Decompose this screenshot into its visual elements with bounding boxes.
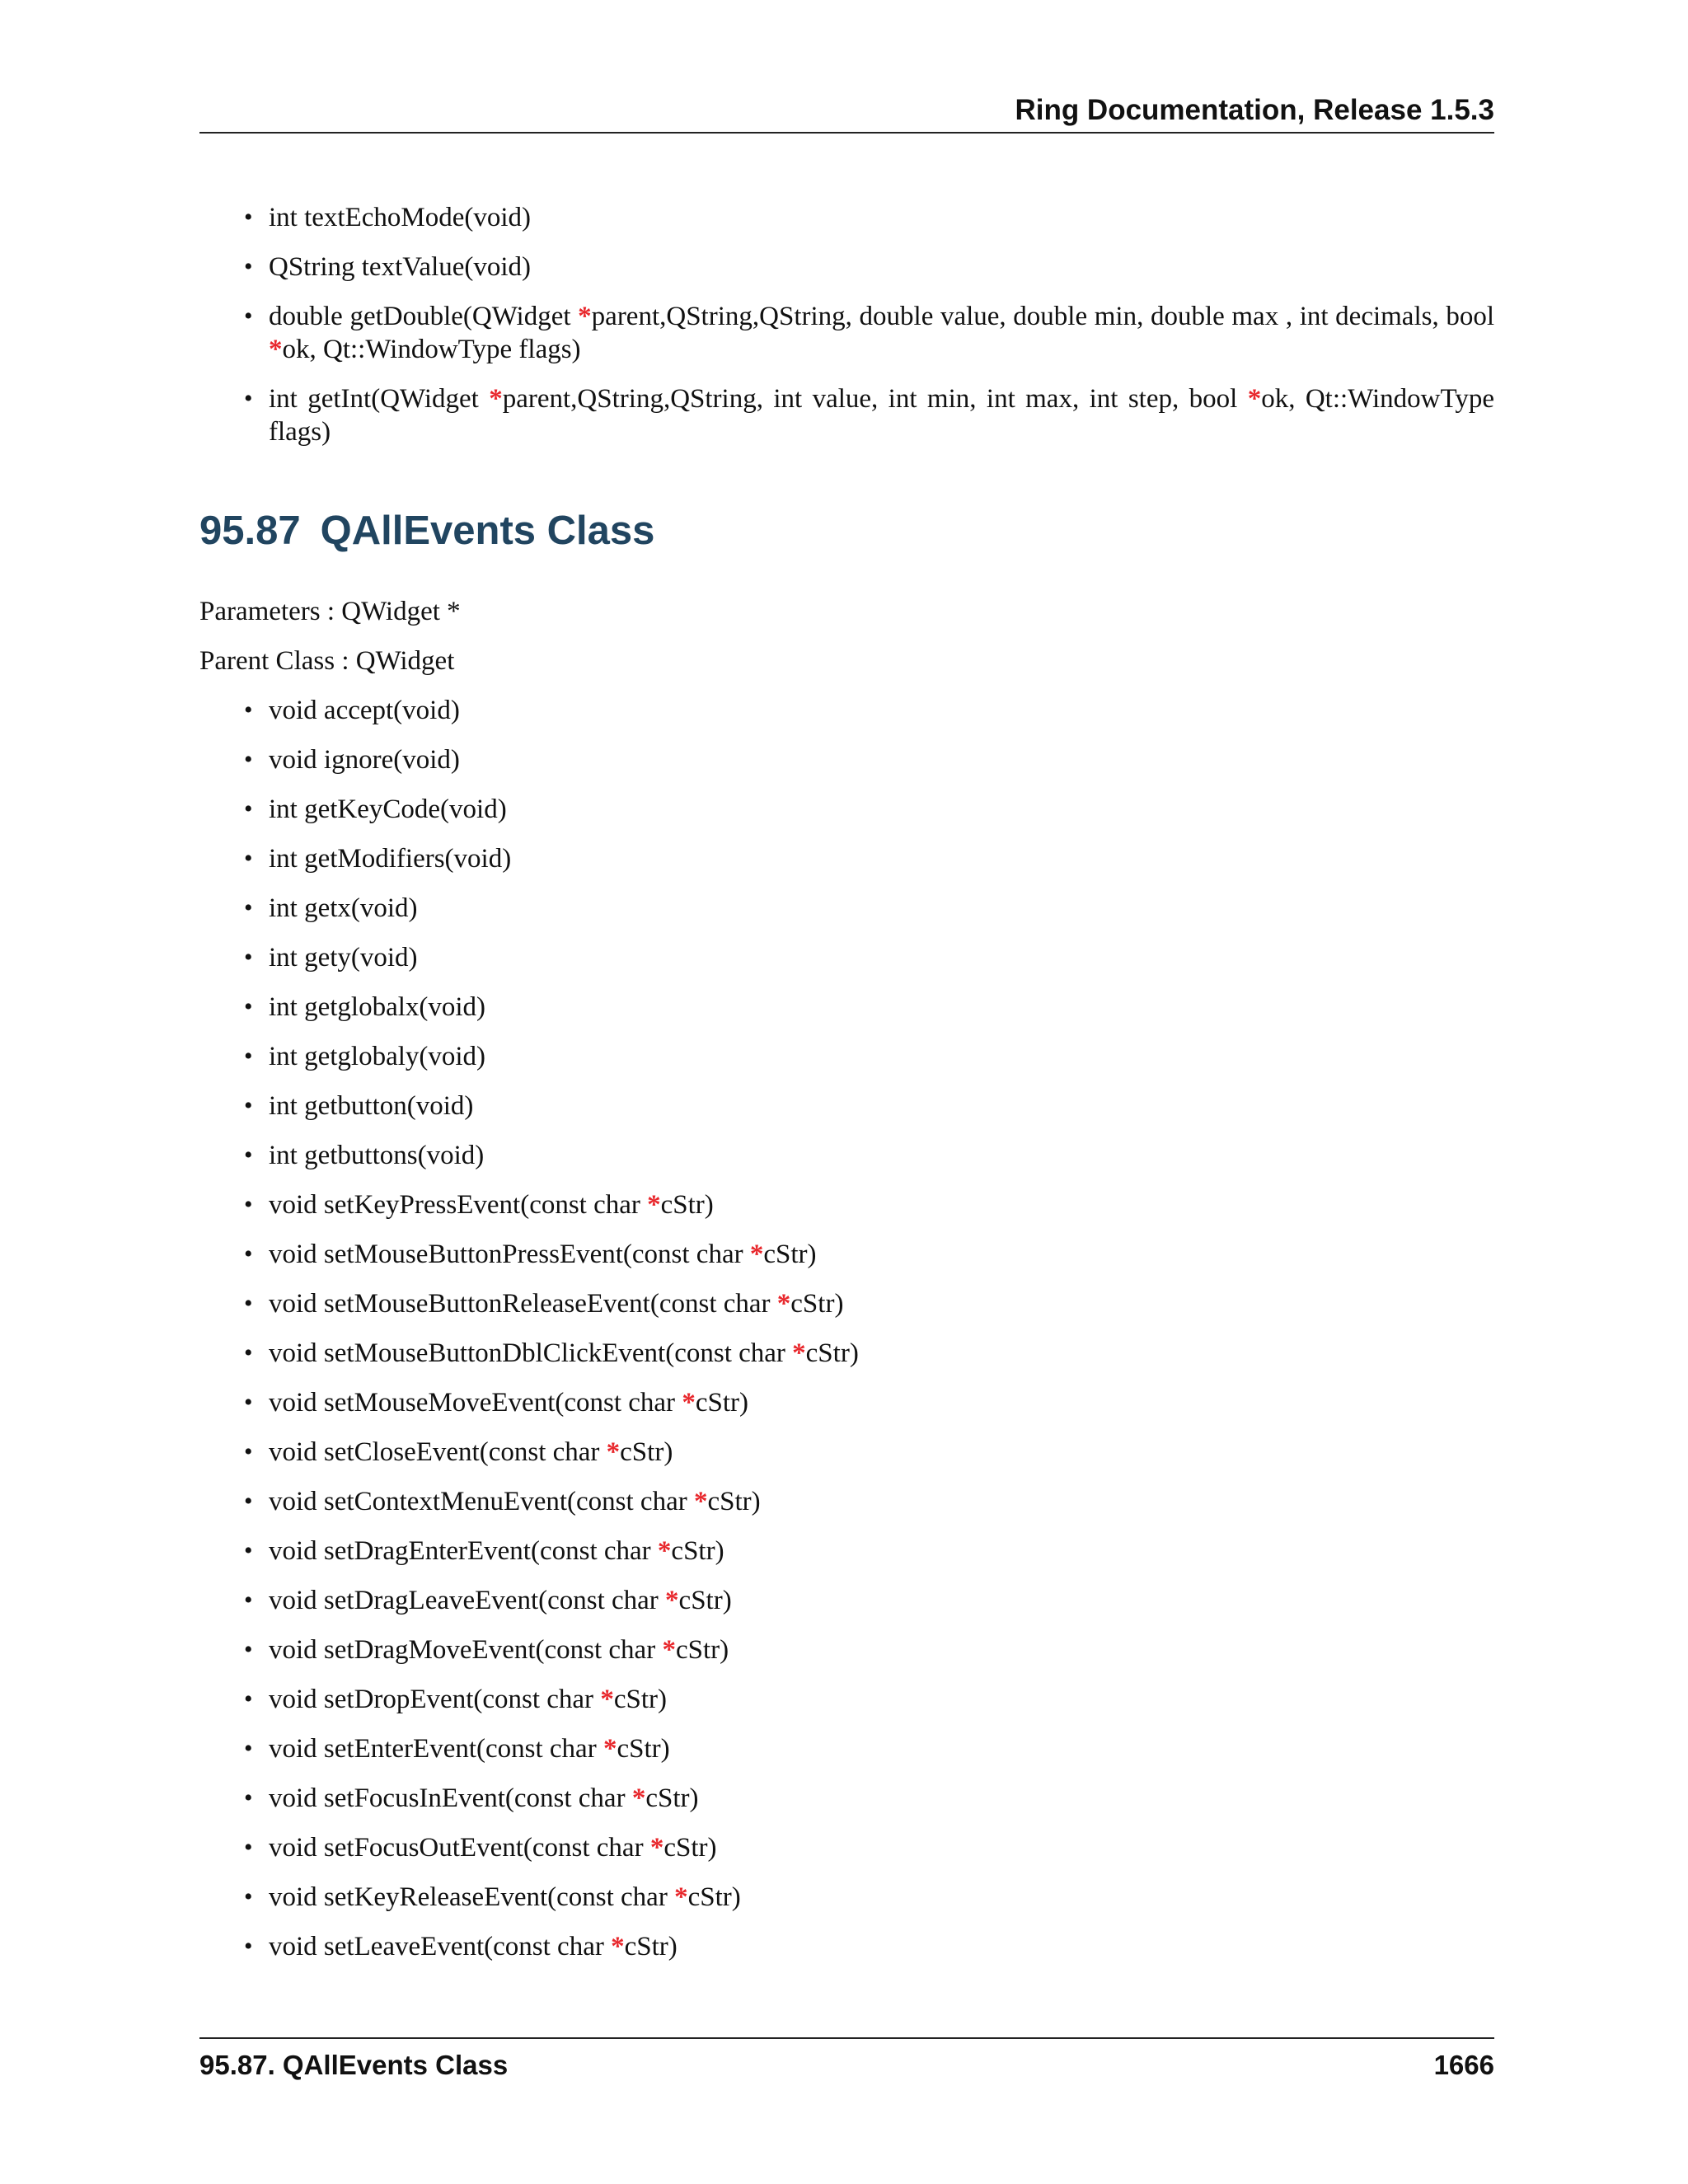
list-item (269, 1881, 1494, 1914)
pointer-star: * (657, 1536, 672, 1566)
list-item (269, 251, 1494, 284)
parameters-line: Parameters : QWidget * (199, 597, 461, 626)
item-text: void setMouseButtonDblClickEvent(const char (269, 1338, 793, 1368)
item-text: ok, Qt::WindowType flags) (282, 335, 581, 364)
item-text: void setMouseButtonPressEvent(const char (269, 1240, 750, 1269)
item-text: QString textValue(void) (269, 252, 532, 282)
item-text: cStr) (663, 1833, 717, 1863)
item-text: int getbutton(void) (269, 1091, 474, 1121)
pointer-star: * (693, 1487, 708, 1516)
pointer-star: * (600, 1685, 614, 1714)
list-item (269, 1732, 1494, 1765)
item-text: int getglobaly(void) (269, 1042, 486, 1071)
item-text: void setDragMoveEvent(const char (269, 1635, 663, 1665)
pointer-star: * (749, 1240, 764, 1269)
pointer-star: * (578, 302, 592, 331)
pointer-star: * (649, 1833, 664, 1863)
item-text: void setLeaveEvent(const char (269, 1932, 612, 1961)
item-text: cStr) (617, 1734, 670, 1764)
item-text: parent,QString,QString, int value, int min, int max, int step, bool (502, 384, 1248, 414)
list-item (269, 382, 1494, 448)
list-item (269, 1090, 1494, 1122)
item-text: void setEnterEvent(const char (269, 1734, 603, 1764)
item-text: void setDragEnterEvent(const char (269, 1536, 658, 1566)
footer-section-name: 95.87. QAllEvents Class (199, 2050, 509, 2080)
list-item (269, 1188, 1494, 1221)
pointer-star: * (1247, 384, 1262, 414)
item-text: cStr) (707, 1487, 761, 1516)
item-text: void setFocusInEvent(const char (269, 1783, 632, 1813)
item-text: cStr) (645, 1783, 699, 1813)
pointer-star: * (647, 1190, 661, 1220)
pointer-star: * (631, 1783, 646, 1813)
list-item (269, 1287, 1494, 1320)
item-text: cStr) (763, 1240, 817, 1269)
item-text: cStr) (624, 1932, 678, 1961)
list-item (269, 1930, 1494, 1963)
section-title-text: QAllEvents Class (320, 509, 655, 553)
item-text: void setMouseButtonReleaseEvent(const char (269, 1289, 777, 1319)
item-text: cStr) (613, 1685, 667, 1714)
item-text: double getDouble(QWidget (269, 302, 579, 331)
pointer-star: * (489, 384, 503, 414)
pointer-star: * (269, 335, 283, 364)
item-text: int gety(void) (269, 943, 418, 972)
item-text: int getglobalx(void) (269, 992, 486, 1022)
item-text: void setContextMenuEvent(const char (269, 1487, 694, 1516)
list-item (269, 1386, 1494, 1419)
item-text: cStr) (695, 1388, 748, 1418)
item-text: cStr) (687, 1882, 741, 1912)
list-item (269, 300, 1494, 366)
list-item (269, 1831, 1494, 1864)
list-item (269, 1139, 1494, 1172)
list-item (269, 1040, 1494, 1073)
item-text: void setCloseEvent(const char (269, 1437, 607, 1467)
pointer-star: * (674, 1882, 688, 1912)
item-text: cStr) (660, 1190, 714, 1220)
list-item (269, 892, 1494, 925)
item-text: void ignore(void) (269, 745, 460, 775)
pointer-star: * (662, 1635, 676, 1665)
list-item (269, 1337, 1494, 1370)
list-item (269, 991, 1494, 1024)
page-number: 1666 (1433, 2050, 1494, 2080)
item-text: int getx(void) (269, 893, 418, 923)
item-text: void setKeyReleaseEvent(const char (269, 1882, 675, 1912)
list-item (269, 842, 1494, 875)
item-text: int getKeyCode(void) (269, 794, 507, 824)
list-item (269, 743, 1494, 776)
list-item (269, 793, 1494, 826)
list-item (269, 1485, 1494, 1518)
pointer-star: * (611, 1932, 625, 1961)
item-text: void setMouseMoveEvent(const char (269, 1388, 682, 1418)
pointer-star: * (665, 1586, 679, 1615)
item-text: void setFocusOutEvent(const char (269, 1833, 650, 1863)
list-item (269, 1535, 1494, 1568)
list-item (269, 1633, 1494, 1666)
item-text: int getbuttons(void) (269, 1141, 485, 1170)
item-text: cStr) (675, 1635, 729, 1665)
item-text: void accept(void) (269, 696, 460, 725)
item-text: cStr) (620, 1437, 673, 1467)
pointer-star: * (606, 1437, 621, 1467)
item-text: void setKeyPressEvent(const char (269, 1190, 648, 1220)
pointer-star: * (682, 1388, 696, 1418)
section-number: 95.87 (199, 509, 301, 553)
section-heading (199, 506, 654, 555)
item-text: ok, Qt::WindowType flags) (269, 384, 1494, 447)
list-item (269, 1584, 1494, 1617)
item-text: parent,QString,QString, double value, double min, double max , int decimals, bool (591, 302, 1494, 331)
document-title: Ring Documentation, Release 1.5.3 (1015, 94, 1494, 126)
page-footer (199, 2037, 1494, 2088)
list-item (269, 1436, 1494, 1469)
item-text: void setDropEvent(const char (269, 1685, 601, 1714)
list-item (269, 1782, 1494, 1815)
item-text: int getInt(QWidget (269, 384, 490, 414)
list-item (269, 1238, 1494, 1271)
item-text: int textEchoMode(void) (269, 203, 532, 232)
item-text: int getModifiers(void) (269, 844, 512, 874)
list-item (269, 201, 1494, 234)
item-text: cStr) (678, 1586, 732, 1615)
pointer-star: * (792, 1338, 806, 1368)
pointer-star: * (776, 1289, 791, 1319)
list-item (269, 941, 1494, 974)
page-header (199, 89, 1494, 134)
list-item (269, 694, 1494, 727)
item-text: cStr) (805, 1338, 859, 1368)
item-text: cStr) (671, 1536, 724, 1566)
item-text: void setDragLeaveEvent(const char (269, 1586, 666, 1615)
pointer-star: * (603, 1734, 617, 1764)
parent-class-line: Parent Class : QWidget (199, 646, 455, 676)
list-item (269, 1683, 1494, 1716)
item-text: cStr) (790, 1289, 844, 1319)
